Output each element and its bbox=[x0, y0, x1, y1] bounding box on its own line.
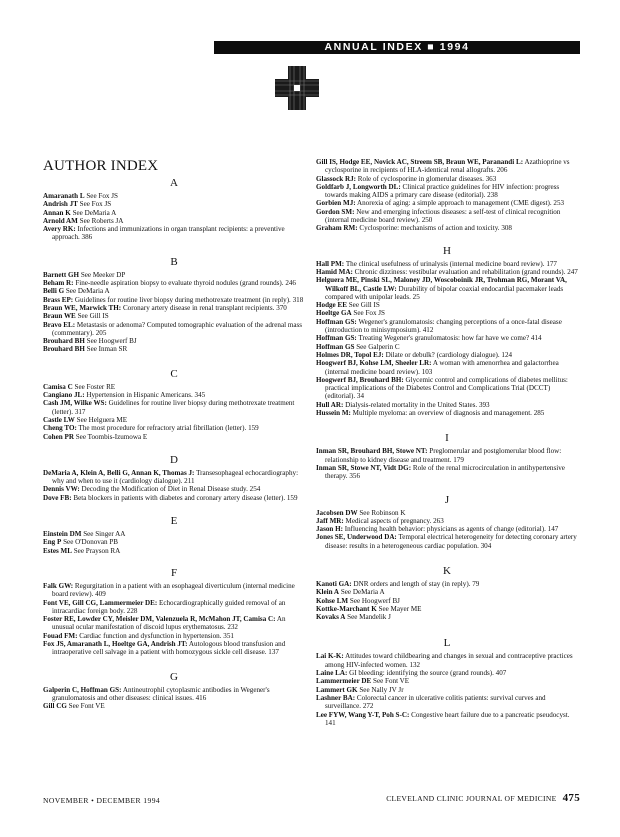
entry-text: Transesophageal echocardiography: why and when to use it (cardiology dialogue). 211 bbox=[52, 468, 299, 486]
entry-text: Chronic dizziness: vestibular evaluation and rehabilitation (grand rounds). 247 bbox=[352, 267, 578, 276]
index-section bbox=[316, 158, 578, 233]
entry-author: Gill IS, Hodge EE, Novick AC, Streem SB, Braun WE, Paranandi L: bbox=[316, 158, 524, 166]
entry-author: Barnett GH bbox=[43, 270, 80, 279]
entry-author: Holmes DR, Topol EJ: bbox=[316, 350, 384, 359]
index-entry bbox=[43, 702, 305, 710]
section-letter: C bbox=[170, 367, 178, 380]
index-section bbox=[43, 256, 305, 354]
index-entry bbox=[43, 469, 305, 486]
index-entry bbox=[316, 605, 578, 613]
entry-author: Font VE, Gill CG, Lammermeier DE: bbox=[43, 598, 158, 607]
entry-text: See Prayson RA bbox=[71, 546, 121, 555]
entry-text: Multiple myeloma: an overview of diagnosis and management. 285 bbox=[350, 409, 545, 418]
index-entry bbox=[316, 268, 578, 276]
index-entry bbox=[316, 686, 578, 694]
entry-text: See Roberts JA bbox=[77, 216, 124, 225]
index-entry bbox=[316, 613, 578, 621]
entry-text: See DeMaria A bbox=[70, 208, 117, 217]
entry-text: See Foster RE bbox=[72, 382, 116, 391]
index-entry bbox=[316, 334, 578, 342]
entry-author: Gill CG bbox=[43, 702, 67, 711]
index-entry bbox=[316, 158, 578, 175]
index-entry bbox=[316, 580, 578, 588]
entry-author: Andrish JT bbox=[43, 200, 78, 209]
entry-text: Influencing health behavior: physicians as agents of change (editorial). 147 bbox=[343, 525, 559, 534]
index-entry bbox=[43, 337, 305, 345]
entry-author: Gorbien MJ: bbox=[316, 199, 356, 208]
index-entry bbox=[316, 677, 578, 685]
entry-text: Wegener's granulomatosis: changing perceptions of a once-fatal disease (introduction to minisymposium). 412 bbox=[325, 317, 562, 335]
entry-author: Brouhard BH bbox=[43, 337, 85, 346]
index-section bbox=[43, 671, 305, 711]
index-entry bbox=[316, 199, 578, 207]
index-entry bbox=[43, 433, 305, 441]
index-section bbox=[316, 637, 578, 727]
left-column bbox=[43, 157, 305, 710]
section-letter: E bbox=[170, 515, 178, 528]
entry-author: Lashner BA: bbox=[316, 693, 356, 702]
author-index-title: AUTHOR INDEX bbox=[43, 158, 159, 174]
entry-text: The clinical usefulness of urinalysis (internal medicine board review). 177 bbox=[344, 259, 557, 268]
entry-author: Dove FB: bbox=[43, 493, 72, 502]
entry-text: See Helguera ME bbox=[74, 415, 128, 424]
entry-author: Beham R: bbox=[43, 279, 74, 288]
entry-text: See Nally JV Jr bbox=[357, 685, 404, 694]
index-entry bbox=[43, 192, 305, 200]
entry-text: Coronary artery disease in renal transplant recipients. 370 bbox=[121, 303, 287, 312]
index-entry bbox=[316, 597, 578, 605]
entry-author: Dennis VW: bbox=[43, 485, 80, 494]
entry-text: Guidelines for routine liver biopsy during methotrexate treatment (in reply). 318 bbox=[73, 295, 304, 304]
entry-text: See Toombis-Izumowa E bbox=[73, 432, 148, 441]
entry-author: Goldfarb J, Longworth DL: bbox=[316, 182, 401, 191]
entry-author: Kanoti GA: bbox=[316, 579, 352, 588]
entry-text: Infections and immunizations in organ transplant recipients: a preventive approach. 386 bbox=[52, 225, 285, 242]
entry-text: Autologous blood transfusion and intraoperative cell salvage in a patient with homozygous sickle cell disease. 137 bbox=[52, 639, 286, 657]
index-entry bbox=[43, 582, 305, 599]
index-entry bbox=[43, 632, 305, 640]
entry-author: Avery RK: bbox=[43, 225, 76, 234]
entry-author: Cash JM, Wilke WS: bbox=[43, 399, 107, 408]
entry-text: GI bleeding: identifying the source (grand rounds). 407 bbox=[347, 669, 507, 678]
entry-author: Gordon SM: bbox=[316, 207, 355, 216]
page-number: 475 bbox=[562, 792, 580, 804]
index-entry bbox=[43, 225, 305, 242]
index-entry bbox=[316, 175, 578, 183]
entry-text: New and emerging infectious diseases: a self-test of clinical recognition (internal medicine board review). 250 bbox=[325, 207, 561, 225]
entry-text: See Meeker DP bbox=[79, 270, 126, 279]
entry-text: See Singer AA bbox=[81, 530, 126, 539]
entry-text: See Robinson K bbox=[357, 508, 406, 517]
entry-author: Laine LA: bbox=[316, 669, 348, 678]
entry-text: A woman with amenorrhea and galactorrhea (internal medicine board review). 103 bbox=[325, 359, 559, 376]
index-entry bbox=[316, 401, 578, 409]
right-column bbox=[316, 158, 578, 727]
index-entry bbox=[43, 416, 305, 424]
index-entry bbox=[316, 318, 578, 335]
section-letter: B bbox=[170, 255, 178, 268]
entry-text: Role of cyclosporine in glomerular diseases. 363 bbox=[356, 174, 497, 183]
footer-issue-date: NOVEMBER • DECEMBER 1994 bbox=[43, 796, 161, 805]
index-entry bbox=[43, 640, 305, 657]
entry-text: An unusual ocular manifestation of discoid lupus erythematosus. 232 bbox=[52, 615, 286, 632]
entry-author: Estes ML bbox=[43, 546, 72, 555]
entry-text: See Hoogwerf BJ bbox=[84, 337, 137, 346]
entry-text: See Mayer ME bbox=[376, 604, 422, 613]
entry-text: Hypertension in Hispanic Americans. 345 bbox=[84, 391, 206, 400]
entry-author: Hull AR: bbox=[316, 400, 344, 409]
index-section bbox=[43, 567, 305, 657]
index-entry bbox=[316, 447, 578, 464]
index-entry bbox=[316, 711, 578, 728]
index-entry bbox=[43, 686, 305, 703]
entry-text: Cardiac function and dysfunction in hypertension. 351 bbox=[77, 631, 234, 640]
entry-author: Jones SE, Underwood DA: bbox=[316, 533, 397, 542]
entry-text: See DeMaria A bbox=[339, 588, 385, 597]
section-letter: J bbox=[444, 493, 450, 506]
entry-text: Antineutrophil cytoplasmic antibodies in Wegener's granulomatosis and other diseases: clinical issues. 416 bbox=[52, 685, 270, 702]
entry-author: Inman SR, Stowe NT, Vidt DG: bbox=[316, 463, 412, 472]
entry-text: Anorexia of aging: a simple approach to management (CME digest). 253 bbox=[355, 199, 565, 208]
index-entry bbox=[316, 309, 578, 317]
entry-author: Hoogwerf BJ, Brouhard BH: bbox=[316, 375, 404, 384]
index-entry bbox=[316, 208, 578, 225]
entry-author: Belli G bbox=[43, 287, 65, 296]
index-entry bbox=[43, 200, 305, 208]
entry-text: Fine-needle aspiration biopsy to evaluate thyroid nodules (grand rounds). 246 bbox=[73, 279, 296, 288]
entry-text: See Fox JS bbox=[77, 200, 112, 209]
entry-author: DeMaria A, Klein A, Belli G, Annan K, Thomas J: bbox=[43, 468, 195, 477]
index-entry bbox=[316, 652, 578, 669]
entry-text: Regurgitation in a patient with an esophageal diverticulum (internal medicine board review). 409 bbox=[52, 581, 295, 599]
entry-text: See Font VE bbox=[371, 677, 410, 686]
entry-text: Azathioprine vs cyclosporine in recipients of HLA-identical renal allografts. 206 bbox=[325, 158, 570, 175]
index-entry bbox=[316, 359, 578, 376]
entry-author: Jacobsen DW bbox=[316, 508, 358, 517]
entry-text: See DeMaria A bbox=[64, 287, 110, 296]
footer-journal bbox=[386, 792, 580, 804]
entry-author: Eng P bbox=[43, 538, 62, 547]
index-entry bbox=[316, 276, 578, 301]
entry-author: Castle LW bbox=[43, 415, 75, 424]
entry-author: Jason H: bbox=[316, 525, 343, 534]
entry-author: Lee FYW, Wang Y-T, Poh S-C: bbox=[316, 710, 410, 719]
entry-author: Hoffman GS: bbox=[316, 334, 357, 343]
index-section bbox=[316, 565, 578, 621]
entry-author: Hoogwerf BJ, Kohse LM, Sheeler LR: bbox=[316, 359, 432, 368]
entry-text: Echocardiographically guided removal of an intracardiac foreign body. 228 bbox=[52, 598, 286, 615]
index-section bbox=[43, 368, 305, 441]
index-entry bbox=[43, 494, 305, 502]
index-entry bbox=[316, 509, 578, 517]
entry-author: Einstein DM bbox=[43, 530, 82, 539]
index-entry bbox=[43, 271, 305, 279]
entry-text: See Fox JS bbox=[351, 309, 385, 318]
entry-author: Klein A bbox=[316, 588, 340, 597]
entry-author: Graham RM: bbox=[316, 224, 358, 233]
entry-author: Hoffman GS: bbox=[316, 317, 357, 326]
index-section bbox=[316, 245, 578, 418]
index-section bbox=[316, 432, 578, 480]
entry-author: Kovaks A bbox=[316, 613, 346, 622]
section-letter: F bbox=[170, 566, 178, 579]
index-entry bbox=[43, 312, 305, 320]
index-entry bbox=[316, 260, 578, 268]
index-entry bbox=[316, 351, 578, 359]
entry-text: See Inman SR bbox=[84, 345, 128, 354]
entry-author: Brass EP: bbox=[43, 295, 74, 304]
index-entry bbox=[43, 304, 305, 312]
index-entry bbox=[43, 217, 305, 225]
entry-text: Glycemic control and complications of diabetes mellitus: practical implications of the Diabetes Control and Complications Trial (DCCT) (editorial). 34 bbox=[325, 375, 568, 401]
entry-text: See Font VE bbox=[66, 702, 105, 711]
entry-text: The most procedure for refractory atrial fibrillation (letter). 159 bbox=[76, 424, 259, 433]
index-entry bbox=[43, 399, 305, 416]
entry-text: Durability of bipolar coaxial endocardial pacemaker leads compared with unipolar leads. 25 bbox=[325, 284, 564, 301]
entry-text: Colorectal cancer in ulcerative colitis patients: survival curves and surveillance. 272 bbox=[325, 693, 546, 711]
section-letter: I bbox=[445, 432, 449, 445]
index-entry bbox=[316, 409, 578, 417]
entry-text: Metastasis or adenoma? Computed tomographic evaluation of the adrenal mass (commentary). 205 bbox=[52, 320, 303, 337]
entry-author: Hodge EE bbox=[316, 301, 347, 310]
section-letter: A bbox=[170, 177, 178, 189]
entry-text: Dialysis-related mortality in the United States. 393 bbox=[343, 400, 490, 409]
entry-author: Cheng TO: bbox=[43, 424, 77, 433]
entry-author: Annan K bbox=[43, 208, 71, 217]
entry-text: Beta blockers in patients with diabetes and coronary artery disease (letter). 159 bbox=[71, 493, 298, 502]
entry-text: Medical aspects of pregnancy. 263 bbox=[343, 516, 444, 525]
annual-index-banner: ANNUAL INDEX ■ 1994 bbox=[214, 41, 580, 54]
index-section bbox=[43, 454, 305, 502]
entry-author: Hall PM: bbox=[316, 259, 345, 268]
entry-text: Dilate or debulk? (cardiology dialogue). 124 bbox=[383, 350, 513, 359]
index-entry bbox=[316, 533, 578, 550]
index-entry bbox=[43, 209, 305, 217]
entry-author: Hussein M: bbox=[316, 409, 351, 418]
entry-author: Falk GW: bbox=[43, 581, 74, 590]
entry-author: Inman SR, Brouhard BH, Stowe NT: bbox=[316, 447, 428, 456]
index-entry bbox=[43, 615, 305, 632]
entry-author: Braun WE bbox=[43, 312, 76, 321]
entry-author: Foster RE, Lowder CY, Meisler DM, Valenzuela R, McMahon JT, Camisa C: bbox=[43, 615, 276, 624]
index-entry bbox=[316, 588, 578, 596]
entry-text: Treating Wegener's granulomatosis: how far have we come? 414 bbox=[356, 334, 542, 343]
section-letter: D bbox=[170, 453, 178, 466]
entry-text: See Gill IS bbox=[75, 312, 109, 321]
entry-author: Galperin C, Hoffman GS: bbox=[43, 685, 122, 694]
section-letter: H bbox=[443, 244, 451, 257]
entry-author: Hamid MA: bbox=[316, 267, 353, 276]
entry-author: Jaff MR: bbox=[316, 516, 344, 525]
journal-logo bbox=[275, 66, 319, 110]
index-entry bbox=[43, 279, 305, 287]
index-section bbox=[43, 177, 305, 242]
entry-author: Kottke-Marchant K bbox=[316, 604, 377, 613]
index-entry bbox=[43, 321, 305, 338]
index-entry bbox=[316, 301, 578, 309]
footer-journal-name: CLEVELAND CLINIC JOURNAL OF MEDICINE bbox=[386, 794, 557, 803]
entry-author: Fouad FM: bbox=[43, 631, 78, 640]
index-entry bbox=[316, 464, 578, 481]
index-entry bbox=[43, 485, 305, 493]
entry-text: Preglomerular and postglomerular blood flow: relationship to kidney disease and treatment. 179 bbox=[325, 447, 562, 464]
entry-author: Brouhard BH bbox=[43, 345, 85, 354]
index-entry bbox=[316, 224, 578, 232]
entry-text: Temporal electrical heterogeneity for detecting coronary artery disease: results in a heterogeneous cardiac population. 304 bbox=[325, 533, 577, 550]
entry-author: Amaranath L bbox=[43, 192, 85, 200]
entry-text: Congestive heart failure due to a pancreatic pseudocyst. 141 bbox=[325, 710, 570, 727]
entry-author: Bravo EL: bbox=[43, 320, 76, 329]
entry-text: Decoding the Modification of Diet in Renal Disease study. 254 bbox=[79, 485, 261, 494]
entry-author: Helguera ME, Pinski SL, Maloney JD, Woscoboinik JR, Trohman RG, Morant VA, Wilkoff BL, Castle LW: bbox=[316, 276, 567, 293]
index-entry bbox=[43, 424, 305, 432]
entry-text: Clinical practice guidelines for HIV infection: progress towards making AIDS a primary care disease (editorial). 238 bbox=[325, 182, 560, 200]
entry-text: DNR orders and length of stay (in reply). 79 bbox=[351, 579, 480, 588]
entry-author: Lai K-K: bbox=[316, 652, 344, 661]
index-entry bbox=[43, 547, 305, 555]
entry-text: Attitudes toward childbearing and changes in sexual and contraceptive practices among HIV-infected women. 132 bbox=[325, 652, 573, 669]
entry-text: See Fox JS bbox=[84, 192, 118, 200]
entry-text: Role of the renal microcirculation in antihypertensive therapy. 356 bbox=[325, 463, 565, 481]
entry-author: Cangiano JL: bbox=[43, 391, 85, 400]
index-entry bbox=[316, 183, 578, 200]
entry-author: Cohen PR bbox=[43, 432, 74, 441]
section-letter: G bbox=[170, 670, 178, 683]
index-entry bbox=[43, 599, 305, 616]
entry-author: Arnold AM bbox=[43, 216, 78, 225]
index-entry bbox=[43, 391, 305, 399]
index-entry bbox=[316, 525, 578, 533]
entry-author: Hoffman GS bbox=[316, 342, 355, 351]
entry-author: Braun WE, Marwick TH: bbox=[43, 303, 122, 312]
index-entry bbox=[316, 517, 578, 525]
index-entry bbox=[43, 296, 305, 304]
entry-text: See Hoogwerf BJ bbox=[348, 596, 400, 605]
entry-text: See Galperin C bbox=[354, 342, 400, 351]
section-letter: K bbox=[443, 564, 451, 577]
index-section bbox=[316, 494, 578, 550]
index-entry bbox=[316, 669, 578, 677]
entry-author: Kohse LM bbox=[316, 596, 349, 605]
index-entry bbox=[316, 694, 578, 711]
index-entry bbox=[43, 538, 305, 546]
entry-text: See Gill IS bbox=[346, 301, 380, 310]
entry-author: Hoeltge GA bbox=[316, 309, 352, 318]
index-entry bbox=[43, 345, 305, 353]
entry-author: Camisa C bbox=[43, 382, 73, 391]
index-entry bbox=[316, 376, 578, 401]
entry-author: Lammermeier DE bbox=[316, 677, 372, 686]
index-entry bbox=[316, 343, 578, 351]
index-section bbox=[43, 515, 305, 555]
section-letter: L bbox=[443, 637, 451, 650]
entry-text: See O'Donovan PB bbox=[61, 538, 118, 547]
entry-text: Cyclosporine: mechanisms of action and toxicity. 308 bbox=[357, 224, 512, 233]
index-entry bbox=[43, 287, 305, 295]
index-entry bbox=[43, 383, 305, 391]
entry-text: See Mandelik J bbox=[345, 613, 391, 622]
entry-author: Fox JS, Amaranath L, Hoeltge GA, Andrish JT: bbox=[43, 639, 188, 648]
entry-author: Glassock RJ: bbox=[316, 174, 357, 183]
entry-text: Guidelines for routine liver biopsy during methotrexate treatment (letter). 317 bbox=[52, 399, 295, 416]
index-entry bbox=[43, 530, 305, 538]
entry-author: Lammert GK bbox=[316, 685, 358, 694]
